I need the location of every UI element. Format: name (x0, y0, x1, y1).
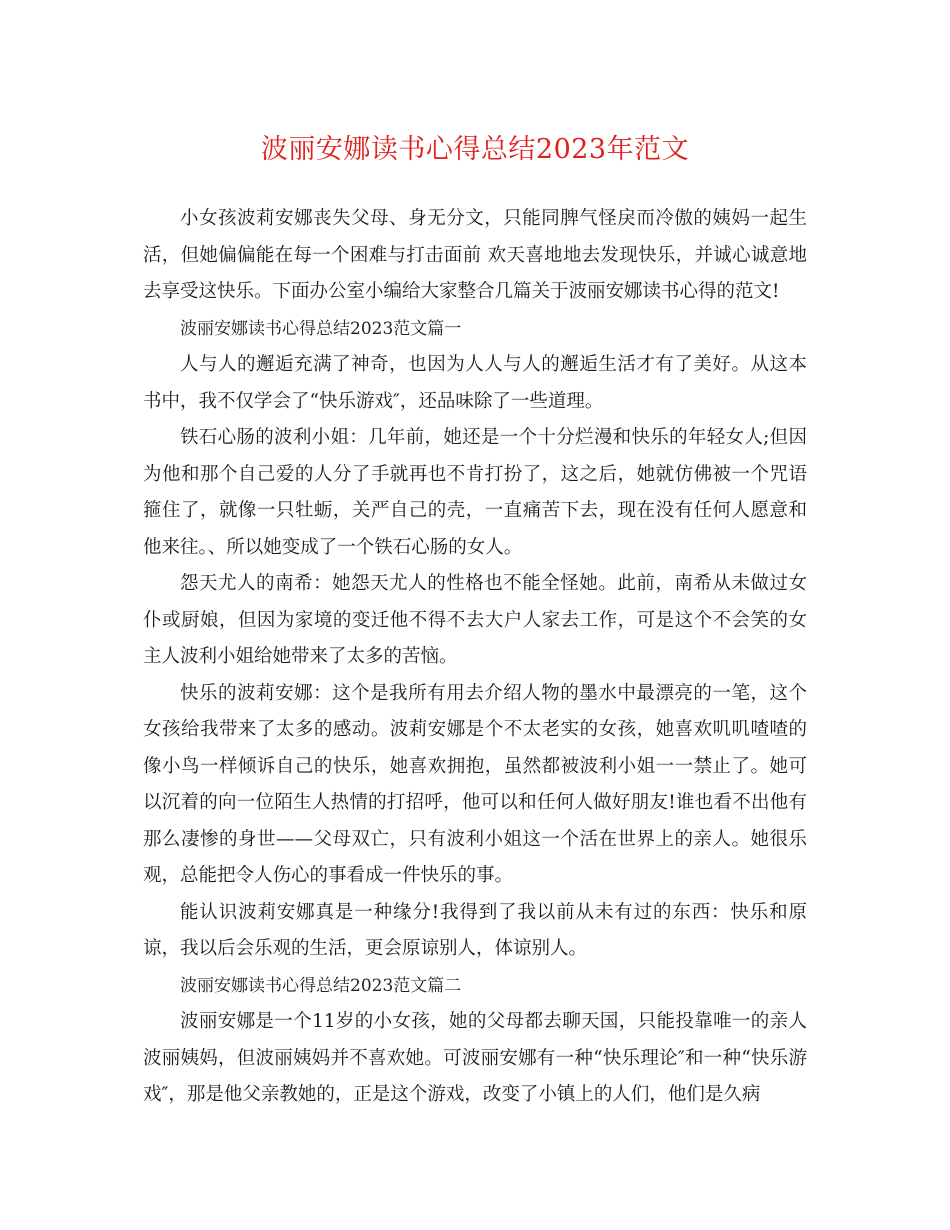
paragraph: 铁石心肠的波利小姐：几年前，她还是一个十分烂漫和快乐的年轻女人;但因为他和那个自己爱的人分了手就再也不肯打扮了，这之后，她就仿佛被一个咒语箍住了，就像一只牡蛎，关严自己的壳，一直痛苦下去，现在没有任何人愿意和他来往。、所以她变成了一个铁石心肠的女人。 (143, 427, 807, 558)
paragraph: 能认识波莉安娜真是一种缘分!我得到了我以前从未有过的东西：快乐和原谅，我以后会乐观的生活，更会原谅别人，体谅别人。 (143, 901, 807, 959)
paragraph: 怨天尤人的南希：她怨天尤人的性格也不能全怪她。此前，南希从未做过女仆或厨娘，但因为家境的变迁他不得不去大户人家去工作，可是这个不会笑的女主人波利小姐给她带来了太多的苦恼。 (143, 573, 807, 667)
section-heading-2: 波丽安娜读书心得总结2023范文篇二 (180, 975, 462, 996)
paragraph: 人与人的邂逅充满了神奇，也因为人人与人的邂逅生活才有了美好。从这本书中，我不仅学会了“快乐游戏″，还品味除了一些道理。 (143, 354, 807, 412)
document-body (143, 201, 807, 1114)
page-title: 波丽安娜读书心得总结2023年范文 (260, 134, 690, 165)
section-heading-1: 波丽安娜读书心得总结2023范文篇一 (180, 318, 462, 339)
paragraph: 快乐的波莉安娜：这个是我所有用去介绍人物的墨水中最漂亮的一笔，这个女孩给我带来了太多的感动。波莉安娜是个不太老实的女孩，她喜欢叽叽喳喳的像小鸟一样倾诉自己的快乐，她喜欢拥抱，虽然都被波利小姐一一禁止了。她可以沉着的向一位陌生人热情的打招呼，他可以和任何人做好朋友!谁也看不出他有那么凄惨的身世——父母双亡，只有波利小姐这一个活在世界上的亲人。她很乐观，总能把令人伤心的事看成一件快乐的事。 (143, 682, 807, 886)
paragraph-intro: 小女孩波莉安娜丧失父母、身无分文，只能同脾气怪戾而冷傲的姨妈一起生活，但她偏偏能在每一个困难与打击面前 欢天喜地地去发现快乐，并诚心诚意地去享受这快乐。下面办公室小编给大家整合几篇关于波丽安娜读书心得的范文! (143, 208, 807, 302)
paragraph: 波丽安娜是一个11岁的小女孩，她的父母都去聊天国，只能投靠唯一的亲人波丽姨妈，但波丽姨妈并不喜欢她。可波丽安娜有一种“快乐理论″和一种“快乐游戏″，那是他父亲教她的，正是这个游戏，改变了小镇上的人们，他们是久病 (143, 1011, 807, 1105)
